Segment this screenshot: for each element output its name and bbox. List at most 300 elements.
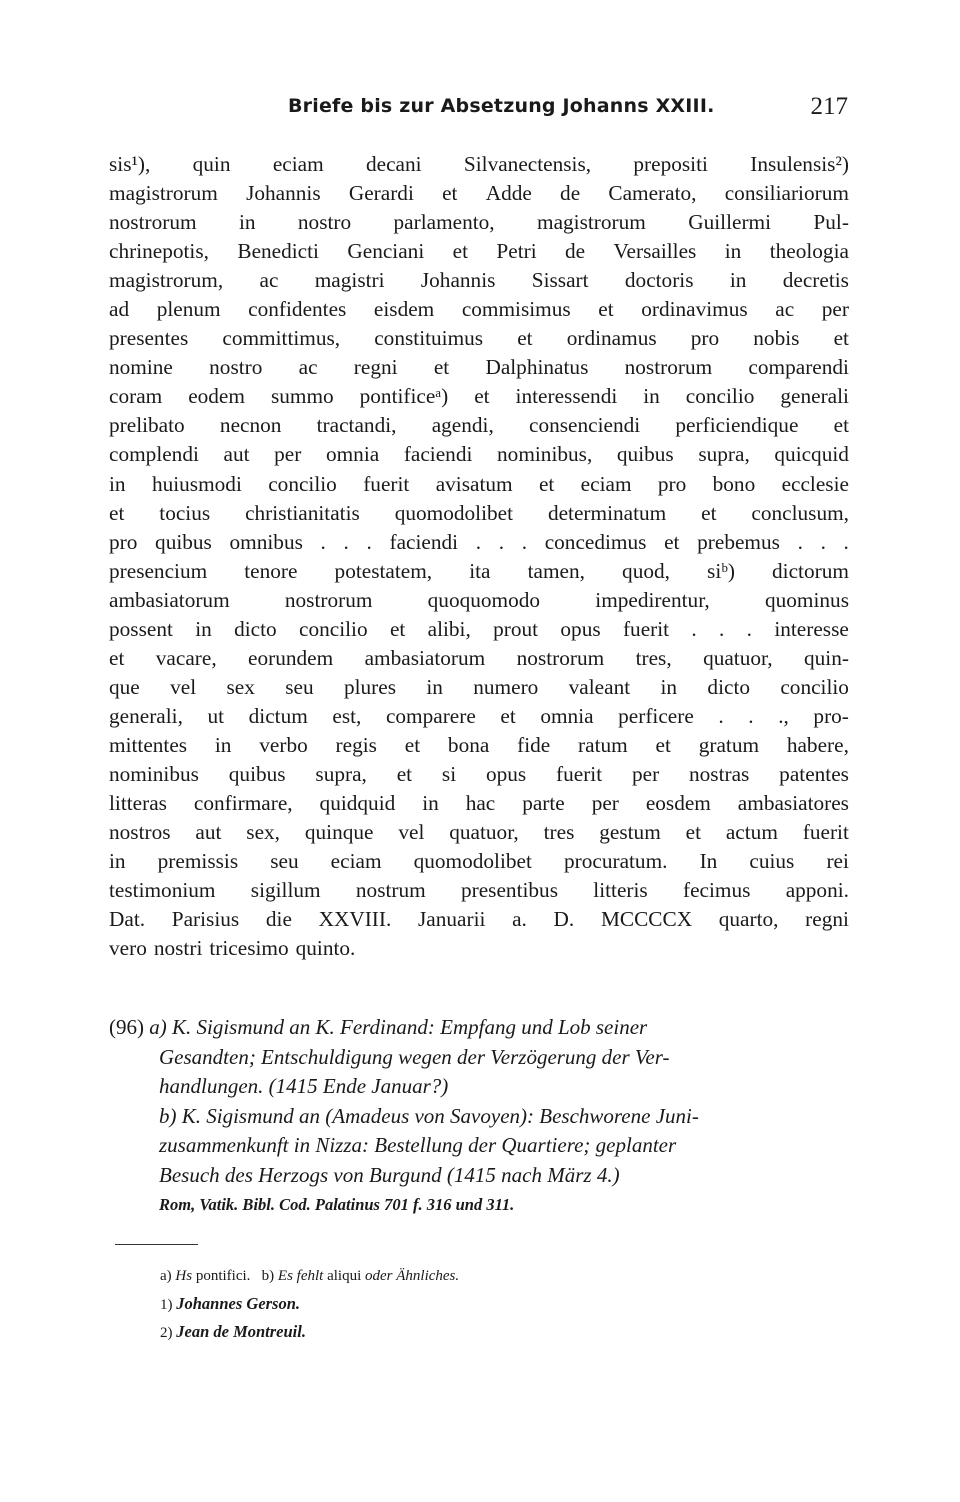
- body-word: Dalphinatus: [485, 355, 589, 380]
- body-word: constituimus: [374, 326, 484, 351]
- apparatus-note-line: [160, 1262, 800, 1290]
- body-word: ac: [298, 355, 318, 380]
- body-text-line: [109, 353, 849, 382]
- body-word: Genciani: [347, 239, 425, 264]
- body-word: plenum: [156, 297, 221, 322]
- body-word: magistrorum: [109, 181, 218, 206]
- body-word: in: [214, 732, 232, 757]
- body-word: regni: [353, 355, 398, 380]
- body-word: premissis: [157, 849, 239, 874]
- body-word: die: [265, 907, 292, 932]
- apparatus-marker-b: b): [261, 1268, 275, 1284]
- body-word: cuius: [749, 849, 795, 874]
- body-word: opus: [560, 616, 601, 641]
- body-word: .: [718, 703, 724, 728]
- body-word: .: [843, 529, 849, 554]
- body-word: eorundem: [248, 645, 334, 670]
- body-word: XXVIII.: [318, 907, 392, 932]
- body-text-line: [109, 905, 849, 934]
- body-word: fide: [517, 732, 551, 757]
- body-word: ut: [207, 703, 225, 728]
- body-word: verbo: [259, 732, 308, 757]
- body-word: eciam: [330, 849, 382, 874]
- body-word: magistri: [314, 268, 385, 293]
- body-word: litteris: [593, 878, 648, 903]
- body-text-line: [109, 499, 849, 528]
- body-word: tenore: [244, 558, 298, 583]
- body-word: fuerit: [802, 820, 849, 845]
- body-word: opus: [485, 761, 527, 786]
- body-word: sex: [226, 674, 255, 699]
- body-word: et: [396, 761, 413, 786]
- apparatus-word: aliqui: [327, 1268, 362, 1284]
- body-word: supra,: [315, 761, 367, 786]
- body-word: eciam: [580, 471, 632, 496]
- body-word: vel: [170, 674, 197, 699]
- body-text-line: [109, 934, 849, 963]
- apparatus-es-fehlt: Es fehlt: [277, 1268, 324, 1284]
- body-word: quin-: [803, 645, 849, 670]
- body-word: tres: [543, 820, 575, 845]
- body-text-line: [109, 673, 849, 702]
- body-word: dicto: [234, 616, 277, 641]
- body-word: et: [833, 326, 849, 351]
- body-word: doctoris: [624, 268, 694, 293]
- body-word: In: [699, 849, 718, 874]
- body-word: in: [422, 791, 439, 816]
- body-word: Insulensis²): [750, 152, 849, 176]
- body-word: per: [821, 297, 849, 322]
- body-word: concilio: [685, 384, 755, 409]
- body-word: vel: [398, 820, 425, 845]
- body-word: et: [664, 529, 680, 554]
- body-word: quibus: [228, 761, 286, 786]
- body-word: committimus,: [222, 326, 341, 351]
- entry-number: (96): [109, 1015, 144, 1039]
- body-word: et: [433, 355, 450, 380]
- body-word: decretis: [782, 268, 849, 293]
- body-text-line: [109, 440, 849, 469]
- body-word: pro: [109, 529, 138, 554]
- body-word: alibi,: [427, 616, 471, 641]
- body-word: rei: [826, 849, 849, 874]
- body-text-line: [109, 324, 849, 353]
- body-word: habere,: [786, 732, 849, 757]
- body-word: et: [517, 326, 533, 351]
- body-word: et: [404, 732, 421, 757]
- body-word: seu: [270, 849, 299, 874]
- body-word: in: [195, 616, 212, 641]
- body-word: dictum: [248, 703, 308, 728]
- page-number: 217: [810, 93, 848, 120]
- body-word: coram: [109, 384, 163, 409]
- body-word: quinto.: [295, 936, 356, 961]
- body-word: quatuor,: [449, 820, 519, 845]
- apparatus-marker-a: a): [160, 1268, 172, 1284]
- body-word: tres,: [635, 645, 672, 670]
- body-word: et: [109, 645, 125, 670]
- body-word: omnia: [325, 442, 380, 467]
- body-word: de: [565, 239, 586, 264]
- body-word: in: [238, 210, 256, 235]
- entry-heading-line: Besuch des Herzogs von Burgund (1415 nach März 4.): [159, 1162, 620, 1187]
- body-word: quibus: [616, 442, 674, 467]
- body-word: generali,: [109, 703, 183, 728]
- body-word: prelibato: [109, 413, 185, 438]
- body-word: per: [274, 442, 302, 467]
- body-word: aut: [195, 820, 222, 845]
- body-word: presentibus: [460, 878, 558, 903]
- body-word: eisdem: [373, 297, 435, 322]
- body-word: impedirentur,: [595, 587, 710, 612]
- body-word: conclusum,: [751, 500, 849, 525]
- body-word: ac: [259, 268, 279, 293]
- body-word: perficiendique: [675, 413, 799, 438]
- body-word: nostros: [109, 820, 171, 845]
- body-word: in: [643, 384, 660, 409]
- body-word: et: [452, 239, 469, 264]
- body-word: seu: [285, 674, 314, 699]
- body-word: et: [655, 732, 671, 757]
- body-text-line: [109, 382, 849, 411]
- body-word: .: [366, 529, 372, 554]
- body-word: nostrorum: [284, 587, 373, 612]
- body-word: .: [343, 529, 349, 554]
- body-word: fecimus: [682, 878, 751, 903]
- body-word: huiusmodi: [151, 471, 242, 496]
- body-word: parlamento,: [393, 210, 495, 235]
- body-word: sigillum: [250, 878, 321, 903]
- body-word: supra,: [698, 442, 750, 467]
- body-word: dictorum: [772, 558, 849, 583]
- body-text-line: [109, 876, 849, 905]
- body-word: comparere: [385, 703, 476, 728]
- body-text-line: [109, 615, 849, 644]
- body-word: numero: [473, 674, 539, 699]
- apparatus-hs: Hs: [175, 1268, 193, 1284]
- body-word: siᵇ): [707, 558, 735, 583]
- body-word: ordinavimus: [641, 297, 748, 322]
- body-word: ambasiatorum: [109, 587, 230, 612]
- body-word: ambasiatores: [737, 791, 849, 816]
- body-word: prebemus: [697, 529, 780, 554]
- body-word: chrinepotis,: [109, 239, 209, 264]
- body-text-line: [109, 847, 849, 876]
- body-word: sis¹),: [109, 152, 151, 176]
- body-word: quomodolibet: [413, 849, 532, 874]
- body-word: theologia: [769, 239, 849, 264]
- body-word: .: [820, 529, 826, 554]
- body-word: et: [442, 181, 458, 206]
- body-word: D.: [553, 907, 575, 932]
- body-word: ratum: [578, 732, 628, 757]
- document-entry-96: [109, 1013, 849, 1218]
- apparatus-rest: oder Ähnliches.: [365, 1268, 460, 1284]
- body-word: testimonium: [109, 878, 216, 903]
- body-word: fuerit: [363, 471, 410, 496]
- body-word: Petri: [496, 239, 537, 264]
- body-word: patentes: [779, 761, 849, 786]
- body-word: regni: [805, 907, 849, 932]
- body-word: presencium: [109, 558, 208, 583]
- body-word: commisimus: [461, 297, 571, 322]
- body-word: Parisius: [171, 907, 240, 932]
- body-word: summo: [270, 384, 334, 409]
- body-word: concedimus: [544, 529, 647, 554]
- body-word: et: [833, 413, 849, 438]
- body-word: potestatem,: [334, 558, 433, 583]
- entry-source-citation: Rom, Vatik. Bibl. Cod. Palatinus 701 f. 316 und 311.: [159, 1195, 515, 1214]
- running-header: [288, 93, 848, 123]
- body-word: .: [746, 616, 752, 641]
- body-word: .: [691, 616, 697, 641]
- body-word: et: [538, 471, 555, 496]
- body-word: eciam: [272, 152, 324, 176]
- body-word: ambasiatorum: [364, 645, 486, 670]
- body-text-line: [109, 470, 849, 499]
- body-word: Johannis: [420, 268, 496, 293]
- body-word: fuerit: [622, 616, 670, 641]
- body-word: regis: [335, 732, 377, 757]
- body-word: gratum: [698, 732, 760, 757]
- body-word: quidquid: [319, 791, 396, 816]
- body-word: magistrorum,: [109, 268, 224, 293]
- apparatus-text-a: pontifici.: [195, 1268, 251, 1284]
- body-word: plures: [343, 674, 396, 699]
- body-word: quoquomodo: [427, 587, 541, 612]
- body-word: .: [475, 529, 482, 554]
- body-word: per: [591, 791, 619, 816]
- body-word: per: [631, 761, 660, 786]
- body-word: si: [441, 761, 457, 786]
- body-word: eosdem: [645, 791, 711, 816]
- body-text-line: [109, 266, 849, 295]
- body-word: quarto,: [718, 907, 779, 932]
- body-word: faciendi: [389, 529, 459, 554]
- body-word: pro: [657, 471, 687, 496]
- body-word: nostrorum: [624, 355, 713, 380]
- body-word: .,: [778, 703, 789, 728]
- body-word: determinatum: [547, 500, 667, 525]
- body-word: .: [797, 529, 803, 554]
- body-word: pro: [690, 326, 720, 351]
- body-word: in: [660, 674, 678, 699]
- body-word: nostri: [153, 936, 203, 961]
- body-word: .: [748, 703, 754, 728]
- body-word: tocius: [159, 500, 211, 525]
- body-word: prepositi: [633, 152, 708, 176]
- body-word: et: [701, 500, 717, 525]
- body-word: comparendi: [748, 355, 849, 380]
- body-word: Pul-: [813, 210, 849, 235]
- body-word: quomodolibet: [394, 500, 514, 525]
- footnotes-block: [160, 1262, 800, 1346]
- body-word: perficere: [618, 703, 694, 728]
- body-word: pontificeᵃ): [359, 384, 449, 409]
- body-word: et: [598, 297, 614, 322]
- body-word: .: [498, 529, 505, 554]
- body-word: ac: [775, 297, 795, 322]
- body-word: dicto: [707, 674, 751, 699]
- body-text-line: [109, 702, 849, 731]
- body-text-line: [109, 208, 849, 237]
- body-word: MCCCCX: [600, 907, 693, 932]
- body-word: nostrorum: [109, 210, 197, 235]
- body-word: nomine: [109, 355, 173, 380]
- footnote-text-2: Jean de Montreuil.: [176, 1322, 306, 1341]
- body-word: omnibus: [229, 529, 303, 554]
- body-word: omnia: [540, 703, 594, 728]
- body-word: litteras: [109, 791, 167, 816]
- body-text-line: [109, 179, 849, 208]
- body-word: Gerardi: [348, 181, 414, 206]
- footnote-marker-1: 1): [160, 1297, 173, 1313]
- body-word: christianitatis: [245, 500, 360, 525]
- body-word: quicquid: [774, 442, 849, 467]
- body-word: quin: [192, 152, 231, 176]
- body-word: Johannis: [246, 181, 321, 206]
- body-word: mittentes: [109, 732, 188, 757]
- body-word: vacare,: [155, 645, 217, 670]
- body-word: concilio: [299, 616, 368, 641]
- body-word: .: [521, 529, 528, 554]
- body-word: concilio: [780, 674, 849, 699]
- body-word: et: [109, 500, 125, 525]
- body-word: fuerit: [556, 761, 603, 786]
- body-word: valeant: [568, 674, 631, 699]
- body-word: a.: [512, 907, 527, 932]
- body-word: necnon: [219, 413, 282, 438]
- body-word: quod,: [622, 558, 670, 583]
- body-word: pro-: [813, 703, 849, 728]
- entry-heading-line: zusammenkunft in Nizza: Bestellung der Quartiere; geplanter: [159, 1133, 677, 1157]
- body-word: nominibus,: [497, 442, 593, 467]
- body-word: Dat.: [109, 907, 146, 932]
- body-text-line: [109, 150, 849, 179]
- entry-heading-b: b) K. Sigismund an (Amadeus von Savoyen): Beschworene Juni-: [159, 1103, 699, 1128]
- body-text-line: [109, 818, 849, 847]
- body-word: quatuor,: [703, 645, 773, 670]
- body-word: et: [474, 384, 490, 409]
- body-word: que: [109, 674, 140, 699]
- body-word: Benedicti: [237, 239, 319, 264]
- body-word: ecclesie: [781, 471, 849, 496]
- body-word: nostrorum: [516, 645, 605, 670]
- body-text-line: [109, 528, 849, 557]
- body-word: tractandi,: [316, 413, 397, 438]
- body-word: decani: [366, 152, 422, 176]
- body-word: Januarii: [418, 907, 486, 932]
- body-word: .: [719, 616, 725, 641]
- entry-heading-a: a) K. Sigismund an K. Ferdinand: Empfang und Lob seiner: [149, 1015, 648, 1039]
- body-word: quominus: [764, 587, 849, 612]
- body-word: generali: [780, 384, 849, 409]
- body-text-line: [109, 557, 849, 586]
- body-word: in: [724, 239, 742, 264]
- body-word: confirmare,: [193, 791, 293, 816]
- body-word: procuratum.: [563, 849, 668, 874]
- body-word: avisatum: [435, 471, 513, 496]
- body-text-line: [109, 760, 849, 789]
- body-word: aut: [223, 442, 250, 467]
- body-word: bona: [447, 732, 490, 757]
- footnote-1: [160, 1290, 800, 1318]
- body-word: faciendi: [403, 442, 473, 467]
- document-body-text: [109, 150, 849, 963]
- body-word: nostras: [689, 761, 750, 786]
- body-word: sex,: [246, 820, 280, 845]
- body-word: Silvanectensis,: [463, 152, 592, 176]
- body-word: possent: [109, 616, 173, 641]
- body-word: complendi: [109, 442, 199, 467]
- body-word: ita: [469, 558, 491, 583]
- body-text-line: [109, 789, 849, 818]
- body-word: tricesimo: [209, 936, 289, 961]
- body-word: presentes: [109, 326, 189, 351]
- body-word: ordinamus: [566, 326, 657, 351]
- body-word: confidentes: [248, 297, 347, 322]
- body-word: et: [685, 820, 701, 845]
- body-word: hac: [465, 791, 496, 816]
- entry-heading-line: [109, 1013, 849, 1043]
- body-word: Sissart: [531, 268, 589, 293]
- body-word: consiliariorum: [724, 181, 849, 206]
- body-word: Guillermi: [688, 210, 772, 235]
- body-word: Versailles: [613, 239, 697, 264]
- body-word: nostro: [297, 210, 352, 235]
- body-word: nobis: [753, 326, 800, 351]
- body-word: interessendi: [515, 384, 618, 409]
- body-text-line: [109, 237, 849, 266]
- body-word: Camerato,: [608, 181, 697, 206]
- body-word: prout: [493, 616, 539, 641]
- body-text-line: [109, 295, 849, 324]
- body-word: quinque: [304, 820, 374, 845]
- body-word: apponi.: [785, 878, 849, 903]
- body-word: .: [320, 529, 326, 554]
- body-word: nostrum: [355, 878, 426, 903]
- body-word: concilio: [268, 471, 337, 496]
- body-word: nominibus: [109, 761, 199, 786]
- body-text-line: [109, 731, 849, 760]
- body-word: quibus: [155, 529, 212, 554]
- body-word: parte: [522, 791, 565, 816]
- body-word: et: [500, 703, 516, 728]
- body-word: ad: [109, 297, 130, 322]
- body-word: vero: [109, 936, 147, 961]
- body-word: agendi,: [431, 413, 494, 438]
- body-word: et: [389, 616, 406, 641]
- footnote-text-1: Johannes Gerson.: [176, 1294, 301, 1313]
- body-word: de: [560, 181, 581, 206]
- body-word: bono: [712, 471, 756, 496]
- body-word: eodem: [188, 384, 245, 409]
- body-word: in: [426, 674, 443, 699]
- entry-heading-line: handlungen. (1415 Ende Januar?): [159, 1074, 449, 1098]
- body-text-line: [109, 644, 849, 673]
- body-word: nostro: [209, 355, 263, 380]
- body-word: est,: [332, 703, 362, 728]
- footnote-marker-2: 2): [160, 1325, 173, 1341]
- body-word: in: [729, 268, 747, 293]
- body-word: interesse: [774, 616, 849, 641]
- body-word: tamen,: [527, 558, 585, 583]
- running-head-title: Briefe bis zur Absetzung Johanns XXIII.: [288, 95, 715, 117]
- body-word: in: [109, 471, 126, 496]
- body-text-line: [109, 586, 849, 615]
- footnote-2: [160, 1318, 800, 1346]
- body-text-line: [109, 411, 849, 440]
